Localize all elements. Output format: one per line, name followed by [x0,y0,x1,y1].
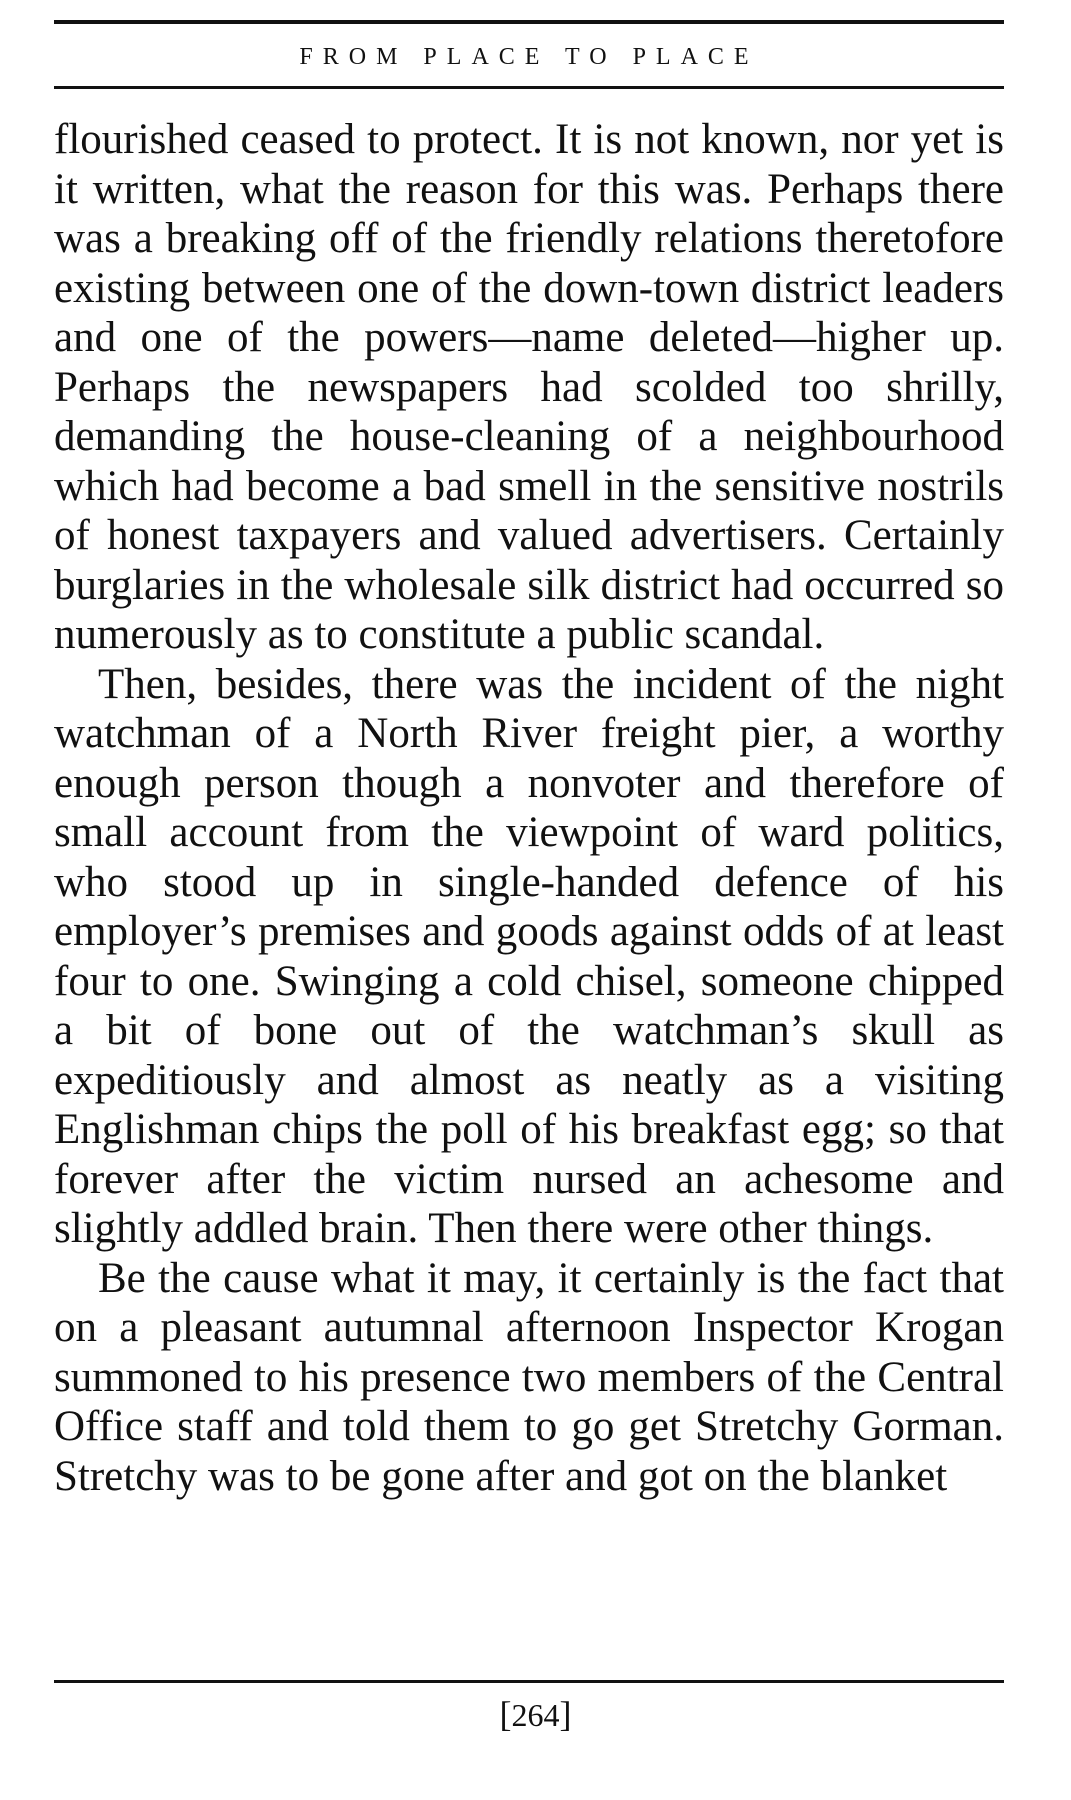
paragraph-1: flourished ceased to protect. It is not known, nor yet is it written, what the reason for this was. Perhaps there was a breaking off of the friendly relations theretofore existing between one of the down-town district leaders and one of the powers—name deleted—higher up. Perhaps the newspapers had scolded too shrilly, demanding the house-cleaning of a neighbourhood which had become a bad smell in the sensitive nostrils of honest taxpayers and valued advertisers. Certainly burglaries in the wholesale silk district had occurred so numerously as to constitute a public scandal. [54,116,1004,658]
footer-rule [54,1680,1004,1683]
book-page [54,20,1004,1501]
paragraph-2: Then, besides, there was the incident of the night watchman of a North River freight pier, a worthy enough person though a nonvoter and therefore of small account from the viewpoint of ward politics, who stood up in single-handed defence of his employer’s premises and goods against odds of at least four to one. Swinging a cold chisel, someone chipped a bit of bone out of the watchman’s skull as expeditiously and almost as neatly as a visiting Englishman chips the poll of his breakfast egg; so that forever after the victim nursed an achesome and slightly addled brain. Then there were other things. [54,660,1004,1252]
header-bottom-rule [54,86,1004,89]
folio-number: 264 [511,1697,560,1733]
running-head: FROM PLACE TO PLACE [299,44,759,70]
folio-close-bracket: ] [559,1694,572,1734]
page-number [0,1693,1071,1735]
header-top-rule [54,20,1004,24]
folio-open-bracket: [ [499,1694,512,1734]
body-text [54,115,1004,1501]
paragraph-3: Be the cause what it may, it certainly is the fact that on a pleasant autumnal afternoon Inspector Krogan summoned to his presence two members of the Central Office staff and told them to go get Stretchy Gorman. Stretchy was to be gone after and got on the blanket [54,1254,1004,1500]
